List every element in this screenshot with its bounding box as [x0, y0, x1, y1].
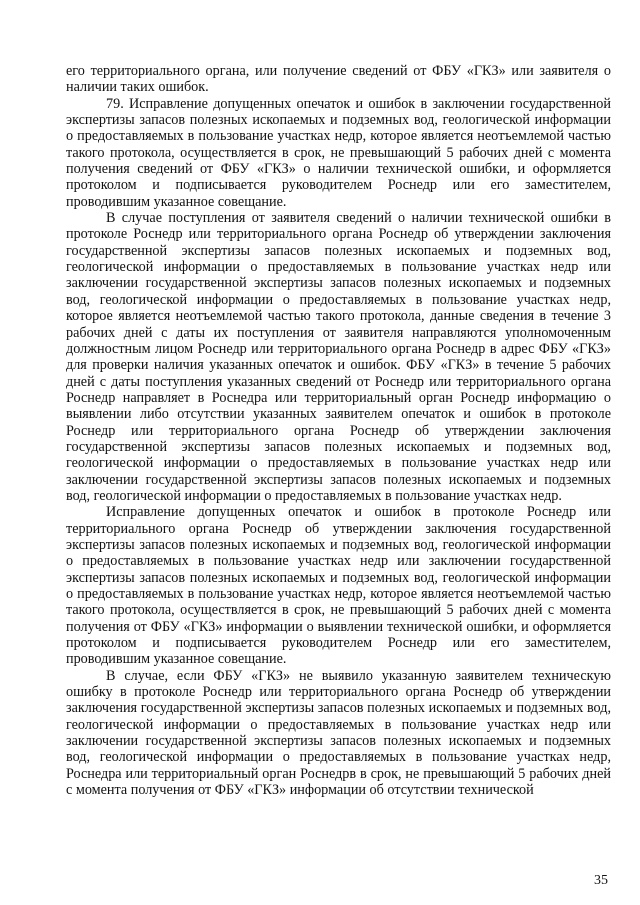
paragraph-error-correction: Исправление допущенных опечаток и ошибок в протоколе Роснедр или территориального органа Роснедр об утверждении заключения государственной экспертизы запасов полезных ископаемых и подземных вод, геологической информации о предоставляемых в пользование участках недр или заключении государственной экспертизы запасов полезных ископаемых и подземных вод, геологической информации о предоставляемых в пользование участках недр, которое является неотъемлемой частью такого протокола, осуществляется в срок, не превышающий 5 рабочих дней с момента получения от ФБУ «ГКЗ» информации о выявлении технической ошибки, и оформляется протоколом и подписывается руководителем Роснедр или его заместителем, проводившим указанное совещание.	[66, 504, 611, 668]
document-body	[66, 63, 611, 798]
paragraph-79: 79. Исправление допущенных опечаток и ошибок в заключении государственной экспертизы запасов полезных ископаемых и подземных вод, геологической информации о предоставляемых в пользование участках недр, которое является неотъемлемой частью такого протокола, осуществляется в срок, не превышающий 5 рабочих дней с момента получения сведений от ФБУ «ГКЗ» о наличии технической ошибки, и оформляется протоколом и подписывается руководителем Роснедр или его заместителем, проводившим указанное совещание.	[66, 95, 611, 210]
paragraph-continuation: его территориального органа, или получение сведений от ФБУ «ГКЗ» или заявителя о наличии таких ошибок.	[66, 63, 611, 96]
page-number: 35	[594, 873, 608, 888]
paragraph-applicant-error-report: В случае поступления от заявителя сведений о наличии технической ошибки в протоколе Роснедр или территориального органа Роснедр об утверждении заключения государственной экспертизы запасов полезных ископаемых и подземных вод, геологической информации о предоставляемых в пользование участках недр или заключении государственной экспертизы запасов полезных ископаемых и подземных вод, геологической информации о предоставляемых в пользование участках недр, которое является неотъемлемой частью такого протокола, данные сведения в течение 3 рабочих дней с даты их поступления от заявителя направляются уполномоченным должностным лицом Роснедр или территориального органа Роснедр в адрес ФБУ «ГКЗ» для проверки наличия указанных опечаток и ошибок. ФБУ «ГКЗ» в течение 5 рабочих дней с даты поступления указанных сведений от Роснедр или территориального органа Роснедр направляет в Роснедра или территориальный орган Роснедр информацию о выявлении либо отсутствии указанных заявителем опечаток и ошибок в протоколе Роснедр или территориального органа Роснедр об утверждении заключения государственной экспертизы запасов полезных ископаемых и подземных вод, геологической информации о предоставляемых в пользование участках недр или заключении государственной экспертизы запасов полезных ископаемых и подземных вод, геологической информации о предоставляемых в пользование участках недр.	[66, 210, 611, 504]
paragraph-error-not-found: В случае, если ФБУ «ГКЗ» не выявило указанную заявителем техническую ошибку в протоколе Роснедр или территориального органа Роснедр об утверждении заключения государственной экспертизы запасов полезных ископаемых и подземных вод, геологической информации о предоставляемых в пользование участках недр или заключении государственной экспертизы запасов полезных ископаемых и подземных вод, геологической информации о предоставляемых в пользование участках недр, Роснедра или территориальный орган Роснедрв в срок, не превышающий 5 рабочих дней с момента получения от ФБУ «ГКЗ» информации об отсутствии технической	[66, 667, 611, 799]
